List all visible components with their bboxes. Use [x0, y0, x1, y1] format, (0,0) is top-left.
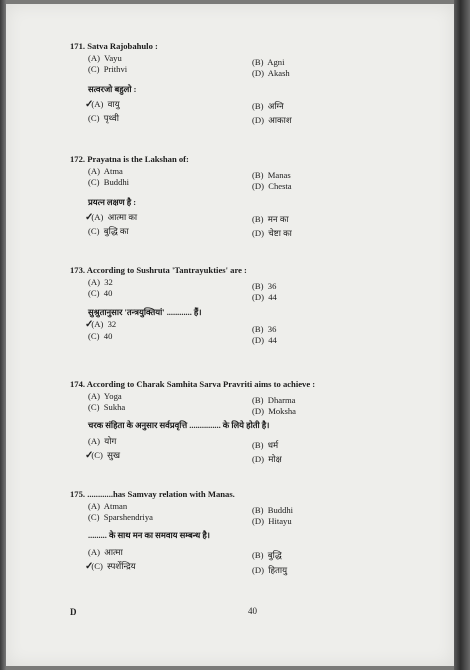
series-code: D	[70, 607, 77, 617]
option-b-en: (B) Buddhi	[252, 504, 294, 515]
option-c-hi: (C) बुद्धि का	[88, 226, 129, 236]
option-a-en: (A) Yoga	[88, 390, 122, 401]
option-a-hi: (A) आत्मा	[88, 547, 123, 557]
option-b-hi: (B) अग्नि	[252, 101, 284, 111]
option-a-en: (A) 32	[88, 276, 113, 287]
option-b-en: (B) Agni	[252, 56, 285, 67]
question-number: 175.	[70, 489, 86, 499]
option-c-en: (C) Buddhi	[88, 176, 130, 187]
option-d-hi: (D) मोक्ष	[252, 454, 282, 464]
option-b-en: (B) Dharma	[252, 394, 296, 405]
question-text-hi: प्रयत्न लक्षण है :	[88, 197, 137, 207]
tick-mark-icon: ✓	[85, 212, 94, 223]
scan-right-edge	[454, 0, 470, 670]
option-b-en: (B) 36	[252, 280, 277, 291]
option-c-en: (C) 40	[88, 287, 113, 298]
question-text-en: According to Sushruta 'Tantrayukties' are :	[86, 265, 247, 275]
question-174	[70, 380, 350, 465]
tick-mark-icon: ✓	[85, 450, 94, 461]
option-a-hi: (A) योग	[88, 436, 117, 446]
options-row	[70, 403, 350, 414]
option-a-hi: ✓(A) वायु	[85, 99, 120, 110]
options-row-hi	[70, 332, 350, 343]
question-text-hi: सुश्रुतानुसार 'तन्त्रयुक्तियां' ............ हैं।	[88, 307, 202, 317]
option-c-hi: ✓(C) स्पर्शेन्द्रिय	[85, 561, 136, 572]
options-row-hi	[70, 213, 350, 227]
question-text-hi: ......... के साथ मन का समवाय सम्बन्ध है।	[88, 530, 210, 540]
options-row	[70, 178, 350, 189]
option-d-hi: (D) 44	[252, 335, 277, 345]
option-b-hi: (B) 36	[252, 324, 277, 334]
option-d-hi: (D) चेष्टा का	[252, 228, 292, 238]
option-c-en: (C) Sparshendriya	[88, 511, 153, 522]
question-number: 173.	[70, 265, 86, 275]
option-c-hi: (C) पृथ्वी	[88, 113, 119, 123]
options-row	[70, 289, 350, 300]
question-text-en: Satva Rajobahulo :	[87, 41, 158, 51]
option-a-hi: ✓(A) 32	[85, 319, 117, 330]
option-d-hi: (D) आकाश	[252, 115, 292, 125]
tick-mark-icon: ✓	[85, 99, 94, 110]
question-number: 171.	[70, 41, 86, 51]
option-a-hi: ✓(A) आत्मा का	[85, 212, 138, 223]
options-row-hi	[70, 227, 350, 241]
options-row-hi	[70, 114, 350, 128]
option-d-hi: (D) हितायु	[252, 565, 288, 575]
question-172	[70, 155, 350, 241]
tick-mark-icon: ✓	[85, 319, 94, 330]
option-c-hi: ✓(C) सुख	[85, 450, 120, 461]
question-171	[70, 42, 350, 128]
option-d-en: (D) Akash	[252, 67, 290, 78]
question-173	[70, 266, 350, 343]
options-row-hi	[70, 437, 350, 451]
option-b-hi: (B) बुद्धि	[252, 550, 282, 560]
question-text-en: Prayatna is the Lakshan of:	[87, 154, 189, 164]
option-a-en: (A) Atma	[88, 165, 123, 176]
option-c-en: (C) Sukha	[88, 401, 126, 412]
option-d-en: (D) Hitayu	[252, 515, 292, 526]
options-row-hi	[70, 548, 350, 562]
question-number: 172.	[70, 154, 86, 164]
option-c-en: (C) Prithvi	[88, 63, 128, 74]
question-175	[70, 490, 350, 576]
question-number: 174.	[70, 379, 86, 389]
tick-mark-icon: ✓	[85, 561, 94, 572]
page-number: 40	[248, 606, 257, 616]
options-row-hi	[70, 451, 350, 465]
option-d-en: (D) Chesta	[252, 180, 292, 191]
option-a-en: (A) Atman	[88, 500, 128, 511]
option-d-en: (D) Moksha	[252, 405, 296, 416]
options-row	[70, 65, 350, 76]
options-row-hi	[70, 100, 350, 114]
option-b-en: (B) Manas	[252, 169, 291, 180]
options-row-hi	[70, 562, 350, 576]
option-b-hi: (B) धर्म	[252, 440, 279, 450]
question-text-hi: सत्वरजो बहुलो :	[88, 84, 137, 94]
option-b-hi: (B) मन का	[252, 214, 289, 224]
option-a-en: (A) Vayu	[88, 52, 122, 63]
options-row	[70, 513, 350, 524]
question-text-en: According to Charak Samhita Sarva Pravriti aims to achieve :	[86, 379, 316, 389]
question-text-en: ............has Samvay relation with Manas.	[87, 489, 235, 499]
option-d-en: (D) 44	[252, 291, 277, 302]
question-text-hi: चरक संहिता के अनुसार सर्वप्रवृत्ति ............... के लिये होती है।	[88, 420, 270, 430]
option-c-hi: (C) 40	[88, 331, 113, 341]
